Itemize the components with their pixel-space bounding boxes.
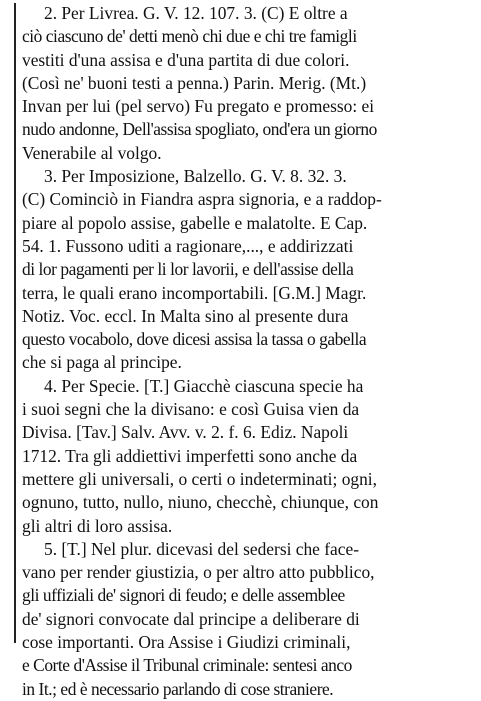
text-line: i suoi segni che la divisano: e così Guisa vien da bbox=[22, 399, 360, 420]
text-line: de' signori convocate dal principe a deliberare di bbox=[22, 608, 360, 629]
text-line: nudo andonne, Dell'assisa spogliato, ond'era un giorno bbox=[22, 119, 377, 140]
text-line: Invan per lui (pel servo) Fu pregato e promesso: ei bbox=[22, 96, 375, 117]
text-line: di lor pagamenti per li lor lavorii, e dell'assise della bbox=[22, 259, 354, 280]
text-line: piare al popolo assise, gabelle e malatolte. E Cap. bbox=[22, 212, 368, 233]
text-line: vestiti d'una assisa e d'una partita di due colori. bbox=[22, 49, 350, 70]
text-line: Venerabile al volgo. bbox=[22, 142, 162, 163]
text-line: gli altri di loro assisa. bbox=[22, 515, 173, 536]
text-line: cose importanti. Ora Assise i Giudizi criminali, bbox=[22, 632, 351, 653]
text-line: questo vocabolo, dove dicesi assisa la tassa o gabella bbox=[22, 329, 367, 350]
text-line: 4. Per Specie. [T.] Giacchè ciascuna specie ha bbox=[44, 375, 364, 396]
text-line: (C) Cominciò in Fiandra aspra signoria, e a raddop- bbox=[22, 189, 382, 210]
text-line: 5. [T.] Nel plur. dicevasi del sedersi che face- bbox=[44, 538, 359, 559]
text-line: vano per render giustizia, o per altro atto pubblico, bbox=[22, 562, 375, 583]
margin-rule bbox=[14, 3, 16, 643]
text-line: 2. Per Livrea. G. V. 12. 107. 3. (C) E oltre a bbox=[44, 3, 348, 23]
text-line: Divisa. [Tav.] Salv. Avv. v. 2. f. 6. Ediz. Napoli bbox=[22, 422, 349, 443]
text-line: mettere gli universali, o certi o indeterminati; ogni, bbox=[22, 468, 377, 489]
text-line: ognuno, tutto, nullo, niuno, checchè, chiunque, con bbox=[22, 492, 379, 513]
text-line: ciò ciascuno de' detti menò chi due e chi tre famigli bbox=[22, 26, 357, 47]
text-line: (Così ne' buoni testi a penna.) Parin. Merig. (Mt.) bbox=[22, 72, 367, 93]
text-line: in It.; ed è necessario parlando di cose straniere. bbox=[22, 678, 334, 699]
text-line: gli uffiziali de' signori di feudo; e delle assemblee bbox=[22, 585, 345, 606]
text-line: 1712. Tra gli addiettivi imperfetti sono anche da bbox=[22, 445, 358, 466]
entry-text bbox=[22, 2, 474, 701]
text-line: terra, le quali erano incomportabili. [G.M.] Magr. bbox=[22, 282, 367, 303]
text-line: Notiz. Voc. eccl. In Malta sino al presente dura bbox=[22, 305, 349, 326]
text-line: 54. 1. Fussono uditi a ragionare,..., e addirizzati bbox=[22, 235, 354, 256]
text-line: e Corte d'Assise il Tribunal criminale: sentesi anco bbox=[22, 655, 352, 676]
text-line: che si paga al principe. bbox=[22, 352, 182, 373]
text-line: 3. Per Imposizione, Balzello. G. V. 8. 32. 3. bbox=[44, 166, 347, 187]
